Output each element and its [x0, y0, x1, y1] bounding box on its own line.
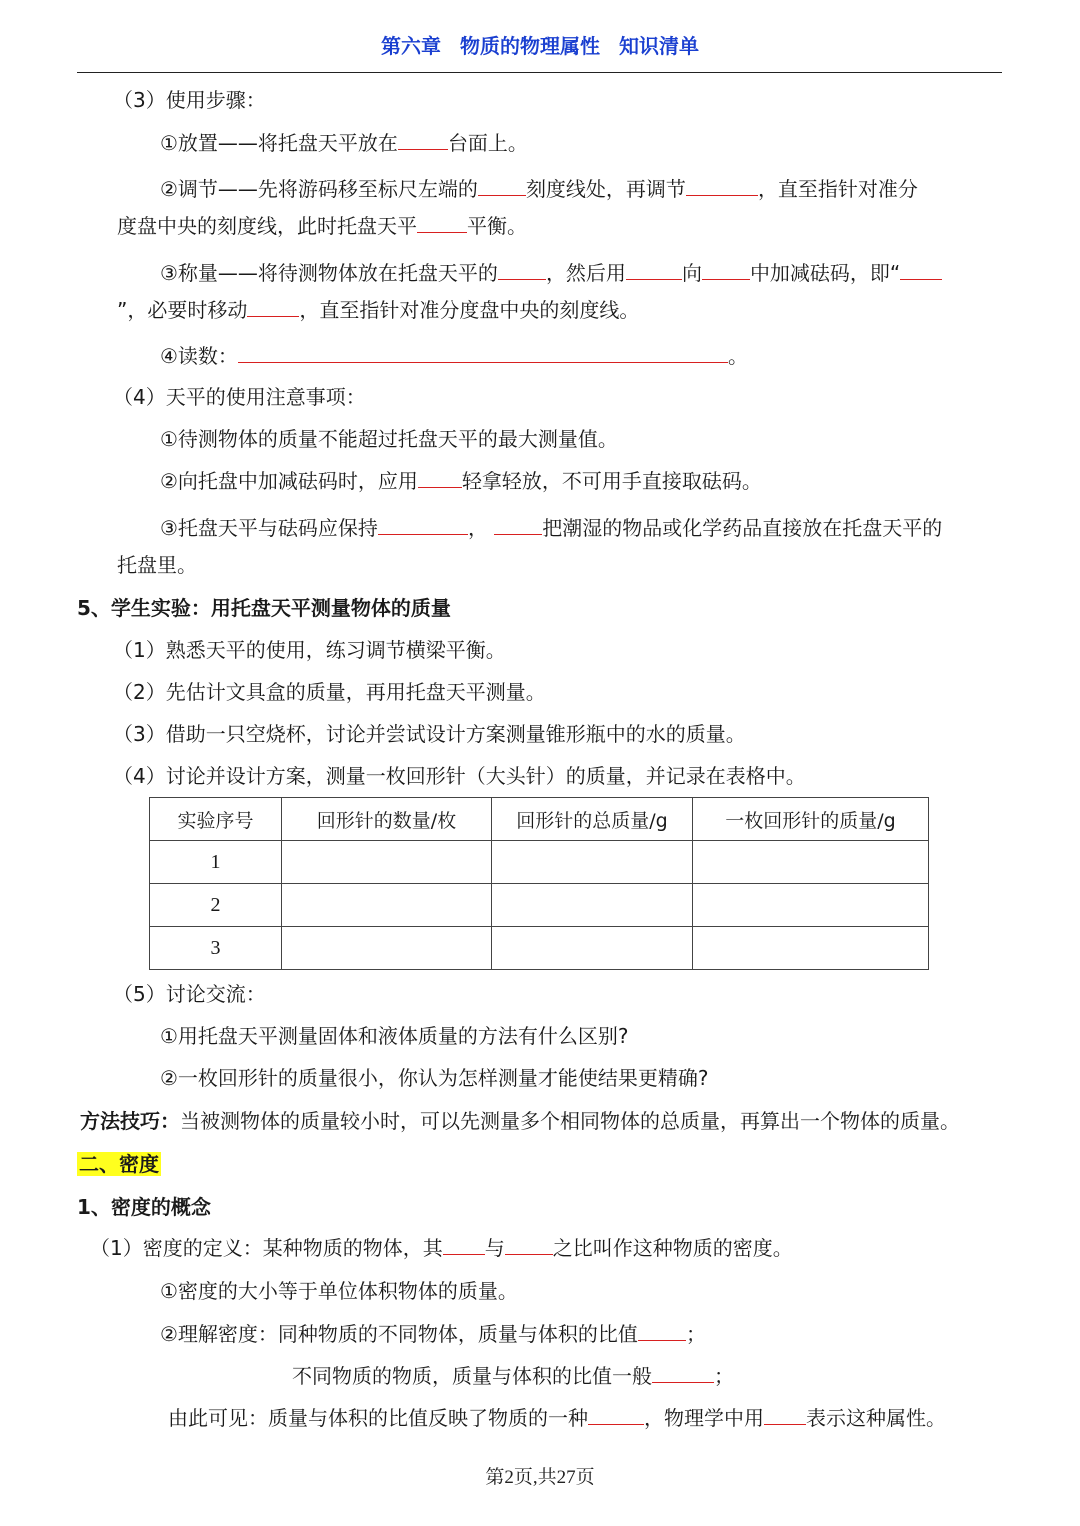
method-tip-text: 当被测物体的质量较小时，可以先测量多个相同物体的总质量，再算出一个物体的质量。: [180, 1109, 960, 1133]
header-divider: [77, 72, 1002, 73]
density-concept-heading: 1、密度的概念: [77, 1195, 211, 1219]
usage-step-2: ②调节——先将游码移至标尺左端的 刻度线处，再调节 ，直至指针对准分: [160, 177, 918, 201]
note-1: ①待测物体的质量不能超过托盘天平的最大测量值。: [160, 427, 618, 451]
table-cell[interactable]: [492, 841, 693, 884]
experiment-item-2: （2）先估计文具盒的质量，再用托盘天平测量。: [113, 680, 546, 704]
table-row: [150, 841, 929, 884]
fill-blank[interactable]: [652, 1362, 714, 1383]
fill-blank[interactable]: [764, 1404, 806, 1425]
fill-blank[interactable]: [378, 514, 468, 535]
note-2: ②向托盘中加减砝码时，应用 轻拿轻放，不可用手直接取砝码。: [160, 469, 762, 493]
fill-blank[interactable]: [417, 212, 467, 233]
fill-blank[interactable]: [638, 1320, 686, 1341]
section-heading: [77, 1150, 161, 1178]
table-cell[interactable]: [693, 841, 929, 884]
fill-blank[interactable]: [686, 175, 758, 196]
table-header-cell: 回形针的总质量/g: [492, 798, 693, 841]
fill-blank[interactable]: [398, 129, 448, 150]
fill-blank[interactable]: [626, 259, 682, 280]
fill-blank[interactable]: [588, 1404, 644, 1425]
experiment-item-1: （1）熟悉天平的使用，练习调节横梁平衡。: [113, 638, 506, 662]
table-cell[interactable]: [492, 884, 693, 927]
usage-step-1: ①放置——将托盘天平放在 台面上。: [160, 131, 528, 155]
fill-blank[interactable]: [505, 1234, 553, 1255]
page-footer: 第2页,共27页: [485, 1467, 595, 1488]
table-row: [150, 927, 929, 970]
density-point-1: ①密度的大小等于单位体积物体的质量。: [160, 1279, 518, 1303]
method-tip: [80, 1107, 960, 1135]
record-table: [149, 797, 929, 970]
table-cell[interactable]: [282, 884, 492, 927]
table-cell[interactable]: [693, 884, 929, 927]
method-tip-label: 方法技巧：: [80, 1109, 180, 1133]
table-header-row: [150, 798, 929, 841]
fill-blank[interactable]: [494, 514, 542, 535]
fill-blank[interactable]: [238, 342, 728, 363]
table-header-cell: 实验序号: [150, 798, 282, 841]
experiment-item-3: （3）借助一只空烧杯，讨论并尝试设计方案测量锥形瓶中的水的质量。: [113, 722, 746, 746]
chapter-title: 物质的物理属性: [460, 34, 600, 58]
page-header: [0, 30, 1080, 59]
table-cell[interactable]: [492, 927, 693, 970]
chapter-subtitle: 知识清单: [618, 34, 699, 58]
table-cell[interactable]: [282, 841, 492, 884]
table-row: [150, 884, 929, 927]
experiment-heading: 5、学生实验：用托盘天平测量物体的质量: [77, 596, 451, 620]
fill-blank[interactable]: [900, 259, 942, 280]
table-row-index: 2: [150, 884, 282, 927]
fill-blank[interactable]: [702, 259, 750, 280]
section-title-density: 二、密度: [79, 1152, 159, 1176]
table-cell[interactable]: [282, 927, 492, 970]
density-point-2: ②理解密度：同种物质的不同物体，质量与体积的比值 ；: [160, 1322, 706, 1346]
chapter-label: 第六章: [381, 34, 442, 58]
table-row-index: 3: [150, 927, 282, 970]
note-3-cont: 托盘里。: [117, 553, 197, 577]
fill-blank[interactable]: [418, 467, 462, 488]
density-definition: （1）密度的定义：某种物质的物体，其 与 之比叫作这种物质的密度。: [90, 1236, 793, 1260]
note-3: ③托盘天平与砝码应保持 ， 把潮湿的物品或化学药品直接放在托盘天平的: [160, 516, 943, 540]
usage-step-3: ③称量——将待测物体放在托盘天平的 ，然后用 向 中加减砝码，即“: [160, 259, 942, 287]
fill-blank[interactable]: [247, 296, 299, 317]
table-row-index: 1: [150, 841, 282, 884]
usage-step-2-cont: 度盘中央的刻度线，此时托盘天平 平衡。: [117, 214, 527, 238]
density-point-3: 不同物质的物质，质量与体积的比值一般 ；: [292, 1364, 734, 1388]
experiment-item-4: （4）讨论并设计方案，测量一枚回形针（大头针）的质量，并记录在表格中。: [113, 764, 806, 788]
table-cell[interactable]: [693, 927, 929, 970]
fill-blank[interactable]: [478, 175, 526, 196]
discussion-question-1: ①用托盘天平测量固体和液体质量的方法有什么区别?: [160, 1024, 629, 1048]
fill-blank[interactable]: [443, 1234, 485, 1255]
density-point-4: 由此可见：质量与体积的比值反映了物质的一种 ，物理学中用 表示这种属性。: [168, 1406, 946, 1430]
usage-heading: （3）使用步骤：: [113, 88, 266, 112]
usage-step-4: ④读数： 。: [160, 344, 748, 368]
discussion-question-2: ②一枚回形针的质量很小，你认为怎样测量才能使结果更精确?: [160, 1066, 709, 1090]
notes-heading: （4）天平的使用注意事项：: [113, 385, 366, 409]
table-header-cell: 一枚回形针的质量/g: [693, 798, 929, 841]
table-header-cell: 回形针的数量/枚: [282, 798, 492, 841]
usage-step-3-cont: ”，必要时移动 ，直至指针对准分度盘中央的刻度线。: [117, 298, 640, 322]
experiment-item-5: （5）讨论交流：: [113, 982, 266, 1006]
fill-blank[interactable]: [498, 259, 546, 280]
